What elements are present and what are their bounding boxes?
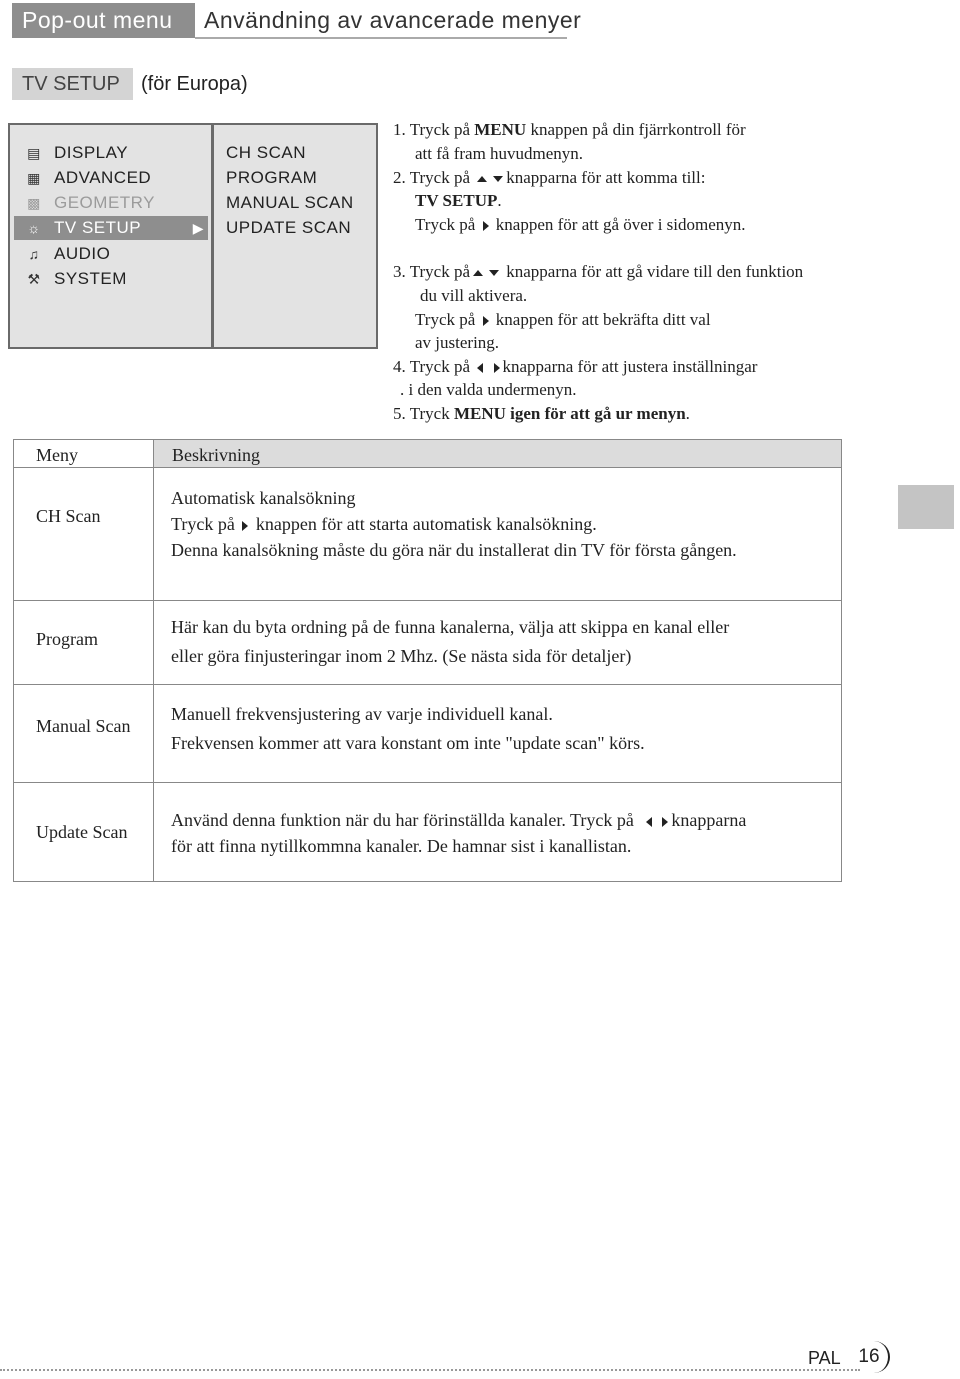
row-desc-line: Tryck på knappen för att starta automatisk kanalsökning. bbox=[171, 514, 597, 534]
menu-description-table bbox=[13, 439, 842, 882]
step-1-cont: att få fram huvudmenyn. bbox=[415, 144, 584, 163]
title-underline bbox=[195, 37, 567, 39]
row-menu-update-scan: Update Scan bbox=[36, 822, 128, 842]
osd-sub-ch-scan: CH SCAN bbox=[226, 143, 307, 162]
footer-dotted-rule bbox=[0, 1369, 860, 1371]
osd-item-label: ADVANCED bbox=[54, 168, 152, 187]
table-row-divider bbox=[14, 600, 841, 601]
left-arrow-icon bbox=[646, 817, 652, 827]
row-menu-manual-scan: Manual Scan bbox=[36, 716, 131, 736]
right-arrow-icon bbox=[483, 221, 489, 231]
osd-item-label: AUDIO bbox=[54, 244, 111, 263]
row-desc-line: Denna kanalsökning måste du göra när du installerat din TV för första gången. bbox=[171, 540, 737, 560]
step-5: 5. Tryck MENU igen för att gå ur menyn. bbox=[393, 404, 690, 423]
chapter-tag: Pop-out menu bbox=[12, 3, 195, 38]
row-desc-line: Använd denna funktion när du har förinställda kanaler. Tryck på knapparna bbox=[171, 810, 747, 830]
audio-icon: ♫ bbox=[28, 246, 40, 262]
osd-sub-update-scan: UPDATE SCAN bbox=[226, 218, 352, 237]
chapter-side-tab bbox=[898, 485, 954, 529]
section-tag: TV SETUP bbox=[12, 68, 133, 100]
right-arrow-icon bbox=[242, 521, 248, 531]
row-desc-line: Frekvensen kommer att vara konstant om inte "update scan" körs. bbox=[171, 733, 645, 753]
row-menu-program: Program bbox=[36, 629, 98, 649]
table-row-divider bbox=[14, 782, 841, 783]
table-row-divider bbox=[14, 684, 841, 685]
table-header-menu: Meny bbox=[36, 445, 78, 465]
step-2: 2. Tryck på knapparna för att komma till: bbox=[393, 168, 706, 187]
osd-item-label: TV SETUP bbox=[54, 218, 142, 237]
right-arrow-icon bbox=[662, 817, 668, 827]
osd-item-tv-setup bbox=[14, 216, 208, 240]
osd-sub-program: PROGRAM bbox=[226, 168, 318, 187]
osd-item-system bbox=[14, 267, 208, 291]
submenu-arrow-icon: ▶ bbox=[192, 220, 204, 236]
right-arrow-icon bbox=[494, 363, 500, 373]
step-3: 3. Tryck på knapparna för att gå vidare till den funktion bbox=[393, 262, 804, 281]
row-desc-line: för att finna nytillkommna kanaler. De hamnar sist i kanallistan. bbox=[171, 836, 632, 856]
advanced-icon: ▦ bbox=[27, 170, 41, 186]
footer-label: PAL bbox=[808, 1348, 841, 1368]
down-arrow-icon bbox=[493, 176, 503, 182]
up-arrow-icon bbox=[473, 270, 483, 276]
down-arrow-icon bbox=[489, 270, 499, 276]
osd-item-label: DISPLAY bbox=[54, 143, 129, 162]
row-menu-ch-scan: CH Scan bbox=[36, 506, 101, 526]
right-arrow-icon bbox=[483, 316, 489, 326]
step-2-b: Tryck på knappen för att gå över i sidomenyn. bbox=[415, 215, 746, 234]
row-desc-line: Här kan du byta ordning på de funna kanalerna, välja att skippa en kanal eller bbox=[171, 617, 730, 637]
step-3-cont: du vill aktivera. bbox=[420, 286, 528, 305]
row-desc-line: Automatisk kanalsökning bbox=[171, 488, 356, 508]
osd-item-display bbox=[14, 141, 208, 165]
osd-menu-illustration bbox=[8, 123, 378, 349]
osd-sub-manual-scan: MANUAL SCAN bbox=[226, 193, 354, 212]
osd-item-label: GEOMETRY bbox=[54, 193, 155, 212]
row-desc-line: eller göra finjusteringar inom 2 Mhz. (Se nästa sida för detaljer) bbox=[171, 646, 632, 666]
page-number: 16 bbox=[850, 1341, 890, 1373]
geometry-icon: ▩ bbox=[27, 195, 41, 211]
osd-divider bbox=[211, 125, 214, 347]
table-column-divider bbox=[153, 440, 154, 881]
system-icon: ⚒ bbox=[27, 271, 41, 287]
page-title: Användning av avancerade menyer bbox=[204, 7, 582, 33]
table-row-divider bbox=[14, 467, 841, 468]
step-4-cont: . i den valda undermenyn. bbox=[400, 380, 577, 399]
step-3-b-cont: av justering. bbox=[415, 333, 500, 352]
step-3-b: Tryck på knappen för att bekräfta ditt val bbox=[415, 310, 711, 329]
osd-item-label: SYSTEM bbox=[54, 269, 127, 288]
table-header-description: Beskrivning bbox=[172, 445, 260, 465]
tv-setup-icon: ☼ bbox=[27, 220, 41, 236]
display-icon: ▤ bbox=[27, 145, 41, 161]
section-subtitle: (för Europa) bbox=[141, 73, 248, 95]
step-1: 1. Tryck på MENU knappen på din fjärrkontroll för bbox=[393, 120, 746, 139]
step-4: 4. Tryck på knapparna för att justera inställningar bbox=[393, 357, 758, 376]
left-arrow-icon bbox=[477, 363, 483, 373]
osd-item-geometry bbox=[14, 191, 208, 215]
osd-item-audio bbox=[14, 242, 208, 266]
osd-item-advanced bbox=[14, 166, 208, 190]
up-arrow-icon bbox=[477, 176, 487, 182]
step-2-target: TV SETUP. bbox=[415, 191, 502, 210]
row-desc-line: Manuell frekvensjustering av varje individuell kanal. bbox=[171, 704, 553, 724]
